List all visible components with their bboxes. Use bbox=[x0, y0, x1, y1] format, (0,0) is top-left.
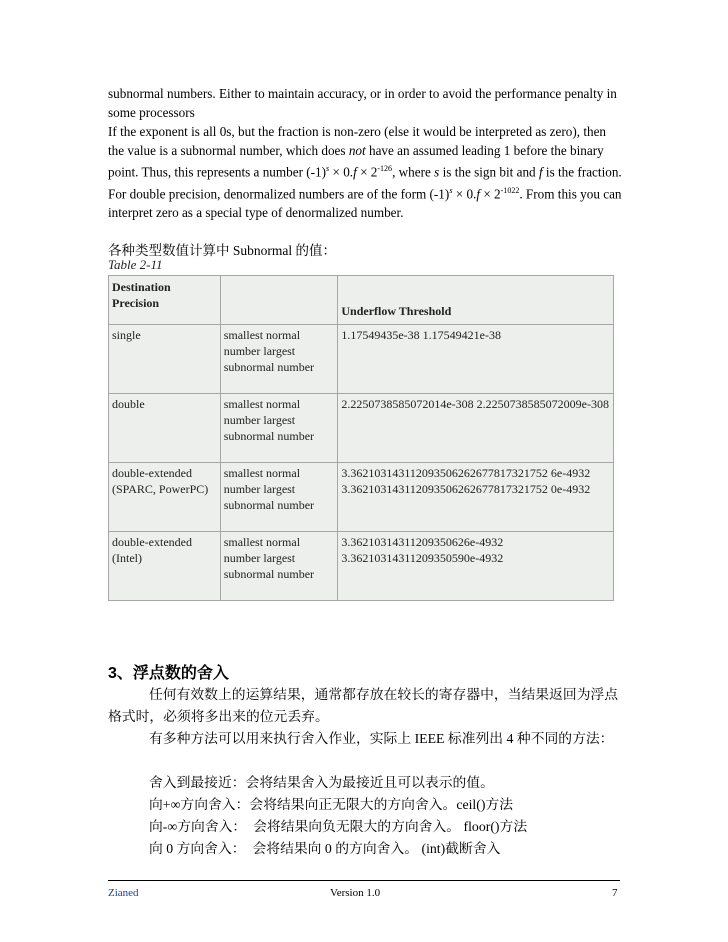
cell-kind: smallest normal number largest subnormal number bbox=[220, 325, 338, 394]
rounding-method-item: 向-∞方向舍入： 会将结果向负无限大的方向舍入。 floor()方法 bbox=[149, 819, 528, 834]
rounding-method-item: 舍入到最接近：会将结果舍入为最接近且可以表示的值。 bbox=[149, 775, 494, 790]
header-blank bbox=[220, 276, 338, 325]
cell-values: 3.362103143112093506262677817321752 6e-4932 3.362103143112093506262677817321752 0e-4932 bbox=[338, 463, 614, 532]
cell-values: 3.36210314311209350626e-4932 3.36210314311209350590e-4932 bbox=[338, 532, 614, 601]
subnormal-values-heading: 各种类型数值计算中 Subnormal 的值： bbox=[108, 243, 336, 258]
table-row bbox=[109, 325, 614, 394]
section-heading-rounding bbox=[108, 660, 229, 683]
paragraph-rounding-intro: 任何有效数上的运算结果，通常都存放在较长的寄存器中，当结果返回为浮点格式时，必须将多出来的位元丢弃。 bbox=[108, 687, 619, 724]
header-destination-precision: Destination Precision bbox=[109, 276, 221, 325]
table-row bbox=[109, 463, 614, 532]
table-row bbox=[109, 532, 614, 601]
footer-author: Zianed bbox=[108, 887, 139, 899]
table-row bbox=[109, 394, 614, 463]
cell-precision: double bbox=[109, 394, 221, 463]
paragraph-subnormal-intro: subnormal numbers. Either to maintain accuracy, or in order to avoid the performance penalty in some processors bbox=[108, 86, 617, 120]
cell-kind: smallest normal number largest subnormal number bbox=[220, 463, 338, 532]
cell-values: 2.2250738585072014e-308 2.2250738585072009e-308 bbox=[338, 394, 614, 463]
header-underflow-threshold: Underflow Threshold bbox=[338, 276, 614, 325]
section-number: 3 bbox=[108, 665, 117, 682]
rounding-method-item: 向+∞方向舍入：会将结果向正无限大的方向舍入。ceil()方法 bbox=[149, 797, 514, 812]
footer-divider bbox=[108, 880, 620, 881]
cell-precision: double-extended (Intel) bbox=[109, 532, 221, 601]
cell-precision: double-extended (SPARC, PowerPC) bbox=[109, 463, 221, 532]
footer-page-number: 7 bbox=[612, 887, 618, 899]
cell-precision: single bbox=[109, 325, 221, 394]
cell-kind: smallest normal number largest subnormal number bbox=[220, 394, 338, 463]
section-title-text: 、浮点数的舍入 bbox=[116, 665, 229, 682]
table-header-row bbox=[109, 276, 614, 325]
paragraph-rounding-methods: 有多种方法可以用来执行舍入作业，实际上 IEEE 标准列出 4 种不同的方法： bbox=[149, 731, 614, 746]
underflow-threshold-table bbox=[108, 275, 614, 601]
table-caption: Table 2-11 bbox=[108, 257, 163, 272]
cell-values: 1.17549435e-38 1.17549421e-38 bbox=[338, 325, 614, 394]
cell-kind: smallest normal number largest subnormal number bbox=[220, 532, 338, 601]
paragraph-subnormal-definition: If the exponent is all 0s, but the fraction is non-zero (else it would be interpreted as zero), then the value is a subnormal number, which does not have an assumed leading 1 before the binary point. Thus, this represents a number $(-1)^s \times 0.f \times 2^{-126}$, where s is the sign bit and f is the fraction. For double precision, denormalized numbers are of the form $(-1)^s \times 0.f \times 2^{-1022}$. From this you can interpret zero as a special type of denormalized number. bbox=[108, 124, 622, 221]
footer-version: Version 1.0 bbox=[330, 887, 381, 899]
rounding-method-item: 向 0 方向舍入： 会将结果向 0 的方向舍入。 (int)截断舍入 bbox=[149, 841, 501, 856]
